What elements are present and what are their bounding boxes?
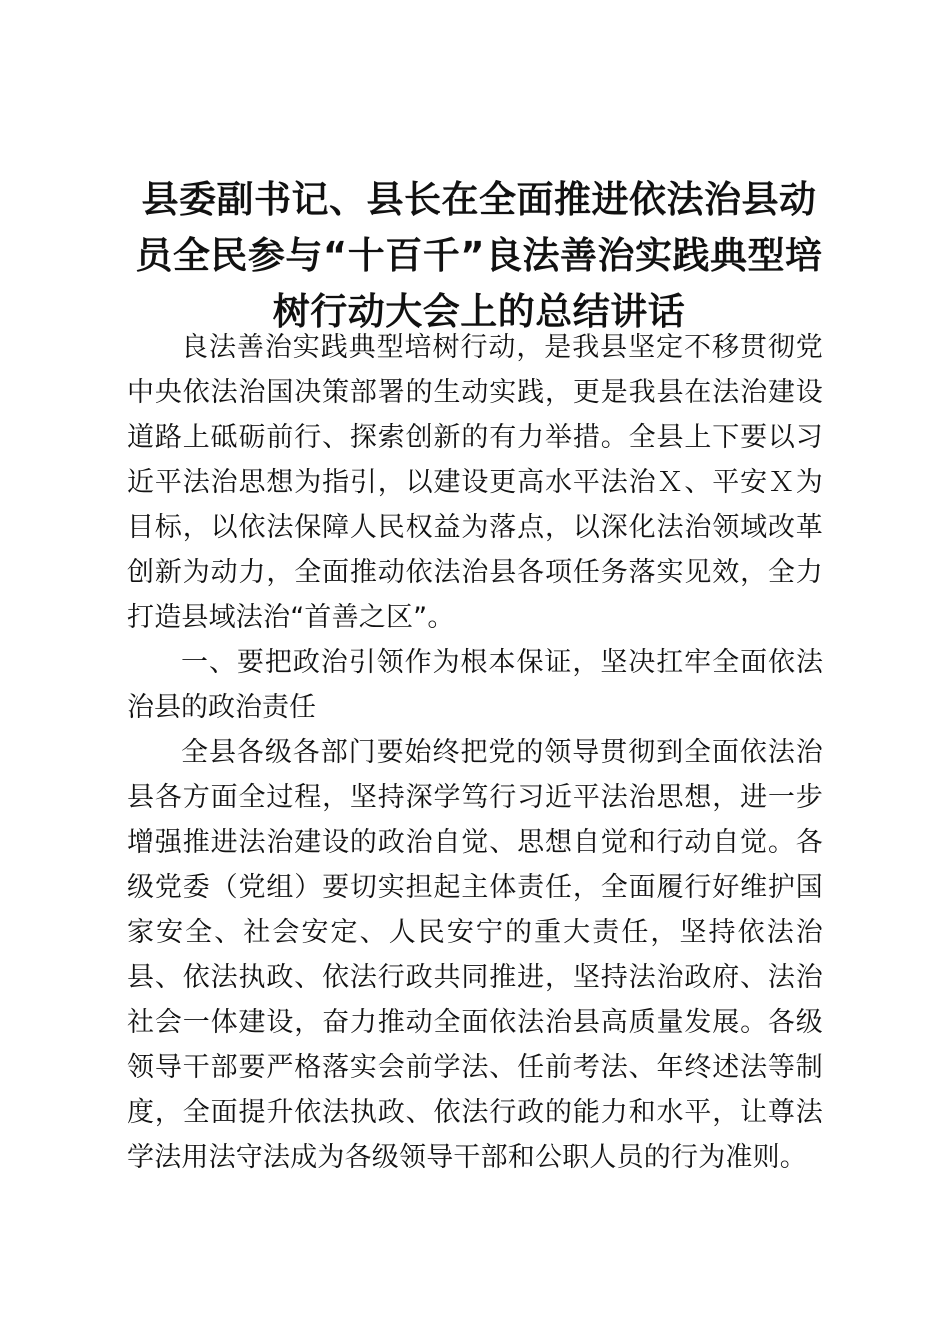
paragraph-intro: 良法善治实践典型培树行动，是我县坚定不移贯彻党中央依法治国决策部署的生动实践，更是我县在法治建设道路上砥砺前行、探索创新的有力举措。全县上下要以习近平法治思想为指引，以建设更高水平法治Ｘ、平安Ｘ为目标，以依法保障人民权益为落点，以深化法治领域改革创新为动力，全面推动依法治县各项任务落实见效，全力打造县域法治“首善之区”。 [127, 332, 823, 633]
section-heading-1: 一、要把政治引领作为根本保证，坚决扛牢全面依法治县的政治责任 [127, 647, 823, 723]
document-body [127, 325, 823, 1180]
document-title: 县委副书记、县长在全面推进依法治县动员全民参与“十百千”良法善治实践典型培树行动大会上的总结讲话 [135, 178, 823, 333]
paragraph-section-1: 全县各级各部门要始终把党的领导贯彻到全面依法治县各方面全过程，坚持深学笃行习近平法治思想，进一步增强推进法治建设的政治自觉、思想自觉和行动自觉。各级党委（党组）要切实担起主体责任，全面履行好维护国家安全、社会安定、人民安宁的重大责任，坚持依法治县、依法执政、依法行政共同推进，坚持法治政府、法治社会一体建设，奋力推动全面依法治县高质量发展。各级领导干部要严格落实会前学法、任前考法、年终述法等制度，全面提升依法执政、依法行政的能力和水平，让尊法学法用法守法成为各级领导干部和公职人员的行为准则。 [127, 737, 823, 1173]
